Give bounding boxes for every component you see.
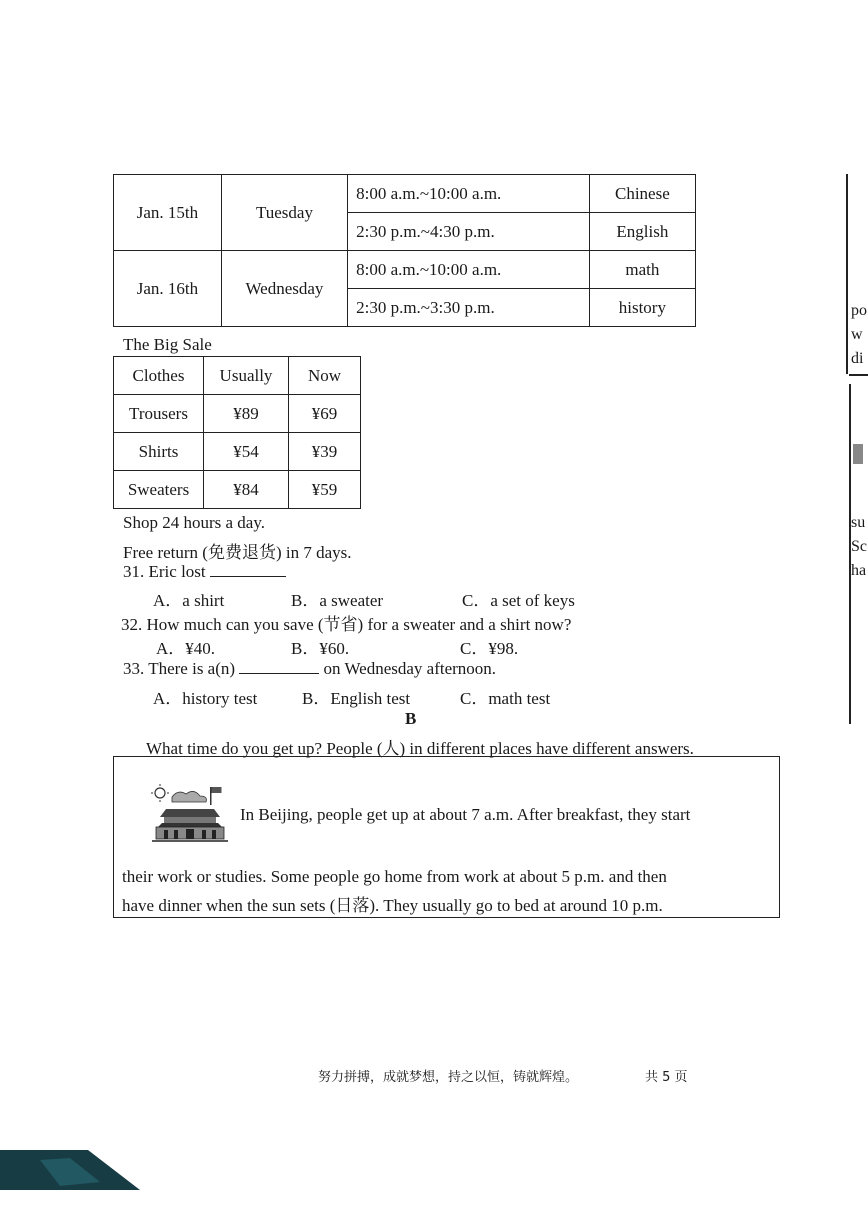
section-b-label: B xyxy=(405,709,417,728)
table-cell: ¥39 xyxy=(289,433,361,471)
adjacent-page-edge xyxy=(843,174,868,604)
question-stem-after: on Wednesday afternoon. xyxy=(323,659,497,678)
exam-time: 8:00 a.m.~10:00 a.m. xyxy=(348,175,590,213)
table-row xyxy=(114,357,361,395)
exam-subject: English xyxy=(589,213,695,251)
sale-note: Free return (免费退货) in 7 days. xyxy=(123,543,352,562)
table-cell: ¥84 xyxy=(204,471,289,509)
exam-subject: history xyxy=(589,289,695,327)
table-cell: ¥54 xyxy=(204,433,289,471)
table-row xyxy=(114,433,361,471)
margin-fragment: Sc xyxy=(851,538,867,555)
sale-title: The Big Sale xyxy=(123,335,212,354)
exam-day: Wednesday xyxy=(221,251,347,327)
question-number: 33. xyxy=(123,659,145,678)
table-cell: ¥59 xyxy=(289,471,361,509)
margin-fragment: po xyxy=(851,302,867,319)
sale-note: Shop 24 hours a day. xyxy=(123,513,265,532)
table-cell: ¥69 xyxy=(289,395,361,433)
exam-day: Tuesday xyxy=(221,175,347,251)
table-header: Now xyxy=(289,357,361,395)
passage-line: In Beijing, people get up at about 7 a.m. After breakfast, they start xyxy=(240,805,691,824)
question-number: 31. xyxy=(123,562,145,581)
exam-date: Jan. 16th xyxy=(114,251,222,327)
table-row xyxy=(114,471,361,509)
question-number: 32. xyxy=(121,615,143,634)
option-c[interactable]: C．a set of keys xyxy=(462,591,575,610)
option-b[interactable]: B．¥60. xyxy=(291,639,350,658)
exam-schedule-table xyxy=(113,174,696,327)
exam-time: 2:30 p.m.~3:30 p.m. xyxy=(348,289,590,327)
question-stem: How much can you save (节省) for a sweater and a shirt now? xyxy=(146,615,572,634)
margin-fragment: w xyxy=(851,326,863,343)
passage-line: their work or studies. Some people go home from work at about 5 p.m. and then xyxy=(122,867,667,886)
question-32 xyxy=(121,610,571,635)
exam-subject: Chinese xyxy=(589,175,695,213)
option-c[interactable]: C．¥98. xyxy=(460,639,519,658)
option-a[interactable]: A．history test xyxy=(153,689,258,708)
table-row xyxy=(114,175,696,213)
scan-corner-mark-icon xyxy=(0,1150,150,1195)
tiananmen-illustration-icon xyxy=(150,783,230,845)
table-cell: Shirts xyxy=(114,433,204,471)
question-31 xyxy=(123,562,286,582)
table-row xyxy=(114,251,696,289)
option-a[interactable]: A．a shirt xyxy=(153,591,225,610)
margin-fragment: su xyxy=(851,514,866,531)
table-header: Usually xyxy=(204,357,289,395)
option-b[interactable]: B．a sweater xyxy=(291,591,384,610)
table-cell: ¥89 xyxy=(204,395,289,433)
option-c[interactable]: C．math test xyxy=(460,689,551,708)
answer-blank[interactable] xyxy=(210,562,286,577)
question-33 xyxy=(123,659,496,679)
exam-time: 2:30 p.m.~4:30 p.m. xyxy=(348,213,590,251)
section-b-intro: What time do you get up? People (人) in different places have different answers. xyxy=(146,739,694,758)
exam-subject: math xyxy=(589,251,695,289)
answer-blank[interactable] xyxy=(239,659,319,674)
table-cell: Trousers xyxy=(114,395,204,433)
margin-fragment: di xyxy=(851,350,864,367)
table-cell: Sweaters xyxy=(114,471,204,509)
exam-time: 8:00 a.m.~10:00 a.m. xyxy=(348,251,590,289)
question-stem: There is a(n) xyxy=(148,659,236,678)
footer-motto: 努力拼搏，成就梦想，持之以恒，铸就辉煌。 xyxy=(318,1070,579,1085)
table-row xyxy=(114,395,361,433)
sale-table xyxy=(113,356,361,509)
exam-date: Jan. 15th xyxy=(114,175,222,251)
passage-line: have dinner when the sun sets (日落). They usually go to bed at around 10 p.m. xyxy=(122,896,663,915)
page-count: 共 5 页 xyxy=(645,1070,688,1085)
question-stem: Eric lost xyxy=(148,562,206,581)
option-a[interactable]: A．¥40. xyxy=(156,639,216,658)
margin-fragment: ha xyxy=(851,562,867,579)
option-b[interactable]: B．English test xyxy=(302,689,411,708)
table-header: Clothes xyxy=(114,357,204,395)
passage-box xyxy=(113,756,780,918)
